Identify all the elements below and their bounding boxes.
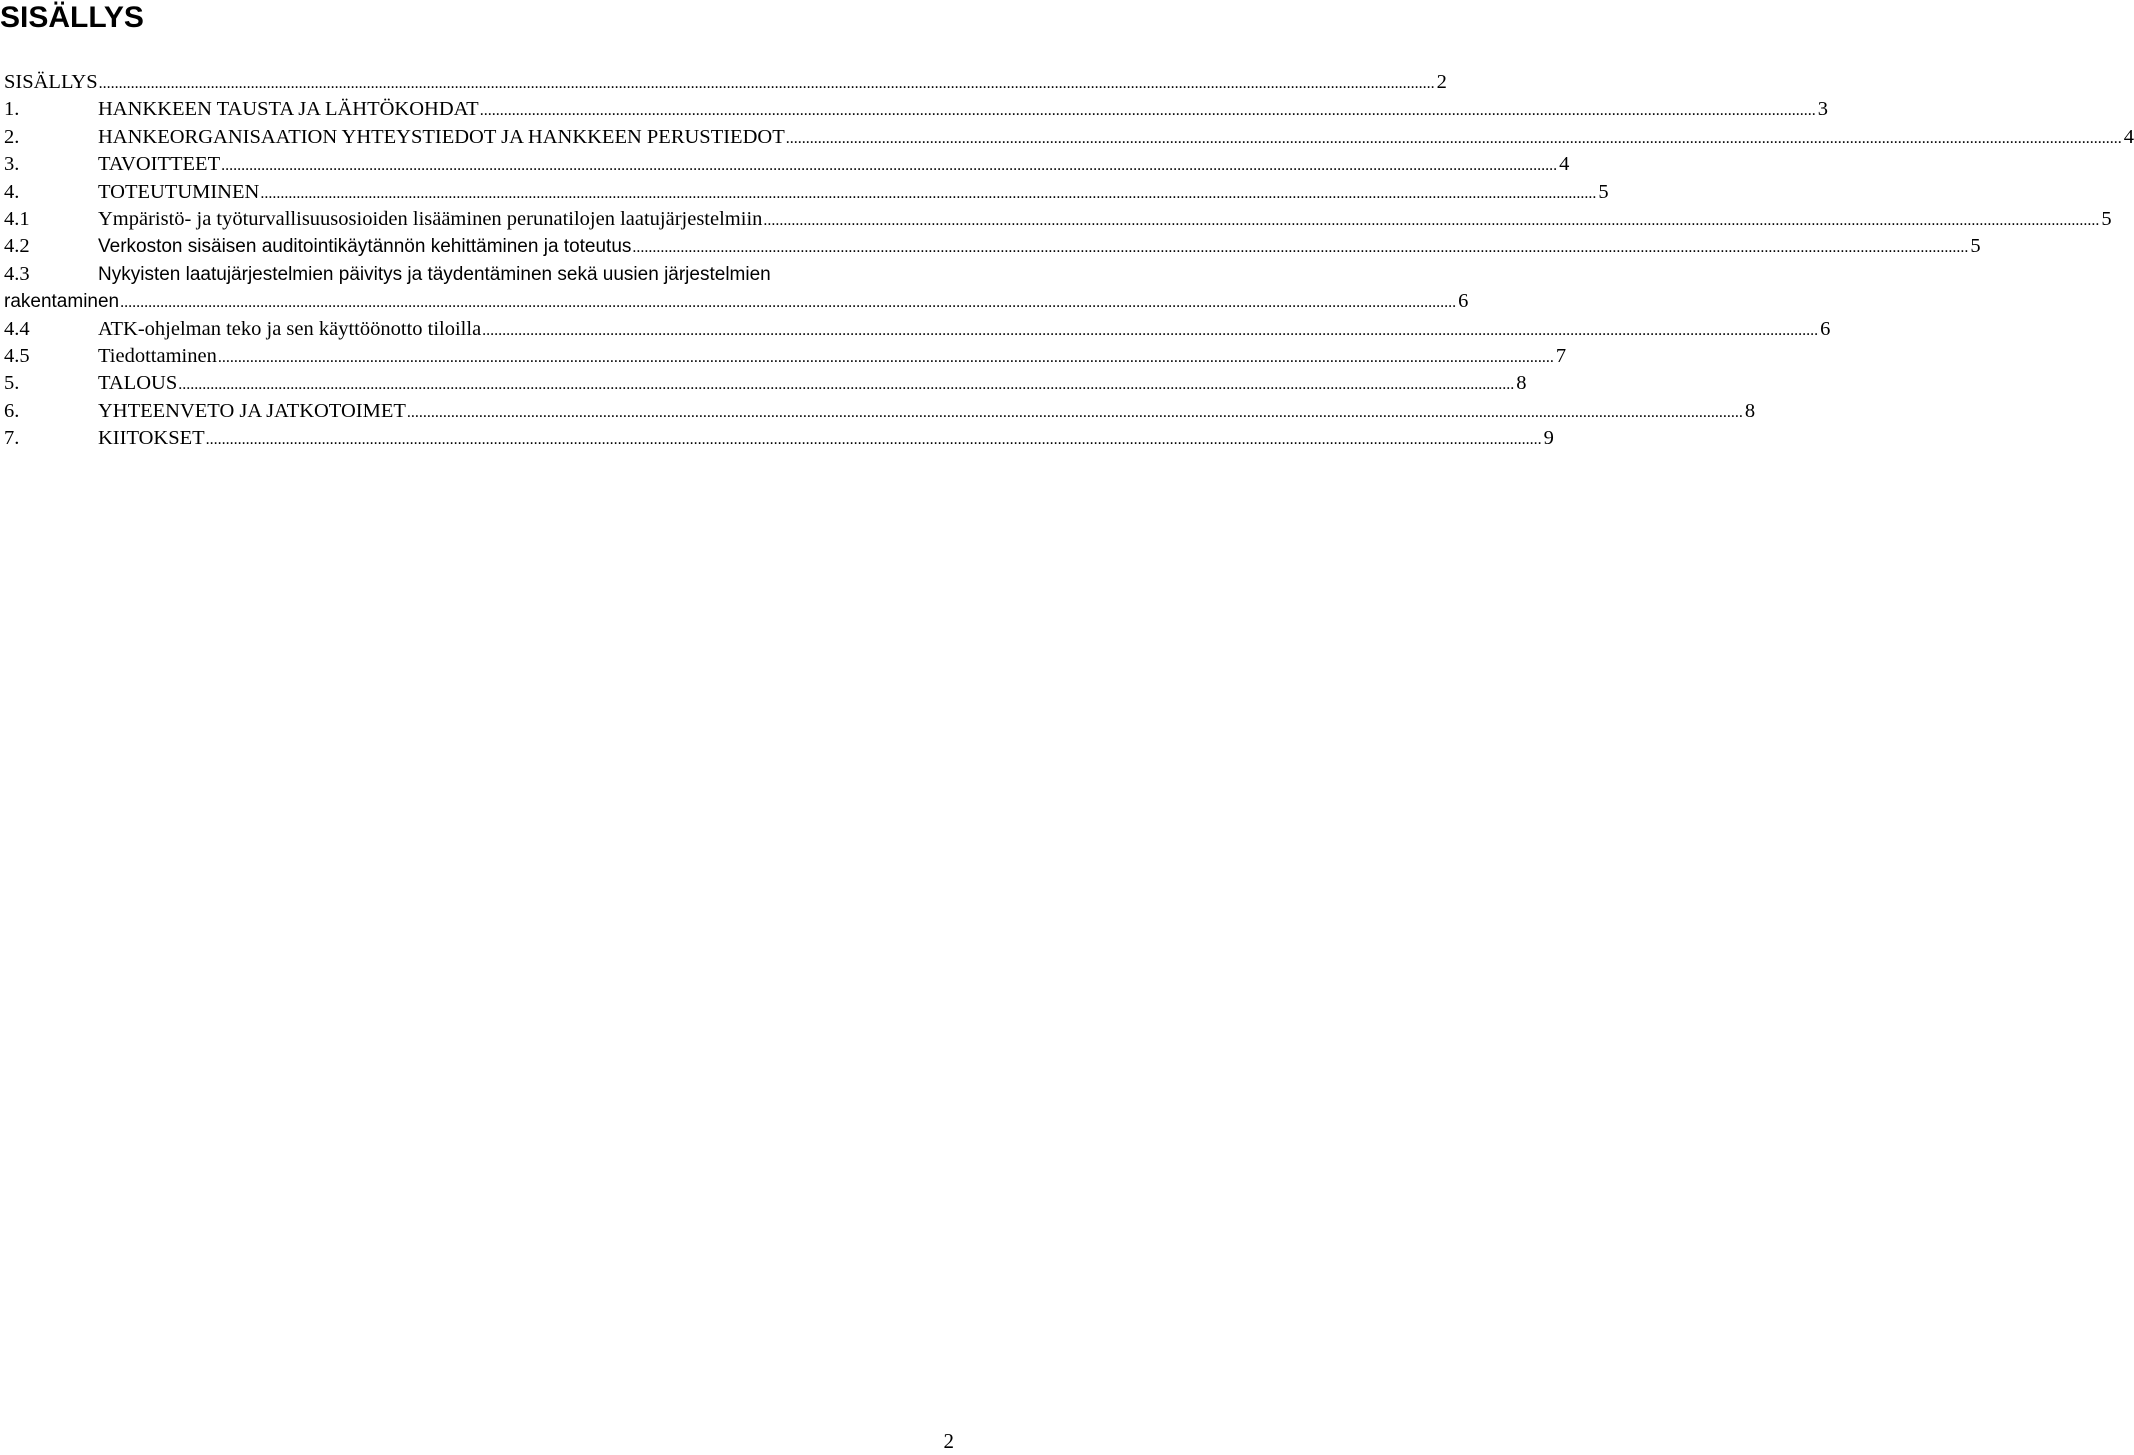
toc-entry-page: 8 [1744,399,1756,422]
toc-entry-number: 3. [4,153,20,176]
dot-leader [206,426,1542,453]
dot-leader [260,180,1596,207]
toc-entry-4-3[interactable] [4,261,954,288]
dot-leader [632,234,1968,261]
toc-entry-title-continued: rakentaminen [4,291,120,313]
dot-leader [178,371,1514,398]
toc-entry-title: TOTEUTUMINEN [98,180,260,203]
toc-entry-6[interactable] [4,398,1756,425]
toc-entry-number: 4.5 [4,344,30,367]
toc-entry-title: KIITOKSET [98,427,205,450]
dot-leader [407,399,1743,426]
toc-entry-page: 9 [1543,427,1554,450]
toc-entry-number: 6. [4,399,20,422]
toc-entry-page: 3 [1817,98,1828,121]
dot-leader [482,317,1818,344]
toc-entry-page: 5 [1598,180,1609,203]
page-title: SISÄLLYS [0,1,144,34]
toc-entry-title: Ympäristö- ja työturvallisuusosioiden lisääminen perunatilojen laatujärjestelmiin [98,207,763,230]
toc-entry-title: Nykyisten laatujärjestelmien päivitys ja täydentäminen sekä uusien järjestelmien [98,263,771,285]
toc-entry-title: SISÄLLYS [4,71,98,93]
toc-entry-title: Tiedottaminen [98,344,217,367]
toc-entry-3[interactable] [4,151,1570,178]
dot-leader [218,344,1554,371]
toc-entry-5[interactable] [4,370,1527,397]
toc-entry-number: 4.1 [4,207,30,230]
toc-entry-number: 5. [4,372,20,395]
toc-entry-page: 6 [1458,290,1469,313]
toc-entry-4-5[interactable] [4,343,1567,370]
dot-leader [480,97,1816,124]
toc-entry-title: ATK-ohjelman teko ja sen käyttöönotto tiloilla [98,317,482,340]
toc-entry-4[interactable] [4,179,1609,206]
toc-entry-title: YHTEENVETO JA JATKOTOIMET [98,399,406,422]
toc-entry-title: HANKKEEN TAUSTA JA LÄHTÖKOHDAT [98,98,479,121]
toc-entry-number: 4. [4,180,20,203]
toc-entry-page: 4 [1559,153,1570,176]
dot-leader [763,207,2099,234]
toc-entry-1[interactable] [4,96,1828,123]
toc-entry-title: TAVOITTEET [98,153,221,176]
dot-leader [99,70,1435,97]
table-of-contents [4,69,2134,452]
toc-entry-page: 5 [2101,207,2112,230]
toc-entry-page: 8 [1516,372,1527,395]
toc-entry-page: 7 [1555,344,1567,367]
dot-leader [221,152,1557,179]
toc-entry-number: 2. [4,125,20,148]
toc-entry-number: 4.4 [4,317,30,340]
toc-entry-page: 4 [2123,125,2134,148]
page-number: 2 [943,1429,954,1453]
toc-entry-4-4[interactable] [4,316,1831,343]
toc-entry-page: 2 [1436,71,1447,93]
toc-entry-4-1[interactable] [4,206,2112,233]
toc-entry-number: 1. [4,98,20,121]
dot-leader [786,125,2122,152]
toc-entry-number: 4.3 [4,262,30,285]
toc-entry-4-3-continued[interactable] [4,288,1469,315]
toc-entry-sisallys[interactable] [4,69,1447,96]
toc-entry-title: Verkoston sisäisen auditointikäytännön kehittäminen ja toteutus [98,236,632,258]
toc-entry-2[interactable] [4,124,2134,151]
toc-entry-page: 5 [1970,235,1981,258]
toc-entry-7[interactable] [4,425,1554,452]
toc-entry-title: TALOUS [98,372,178,395]
toc-entry-title: HANKEORGANISAATION YHTEYSTIEDOT JA HANKKEEN PERUSTIEDOT [98,125,785,148]
dot-leader [120,289,1456,316]
toc-entry-page: 6 [1820,317,1831,340]
toc-entry-number: 7. [4,427,20,450]
toc-entry-number: 4.2 [4,235,30,258]
toc-entry-4-2[interactable] [4,233,1981,260]
